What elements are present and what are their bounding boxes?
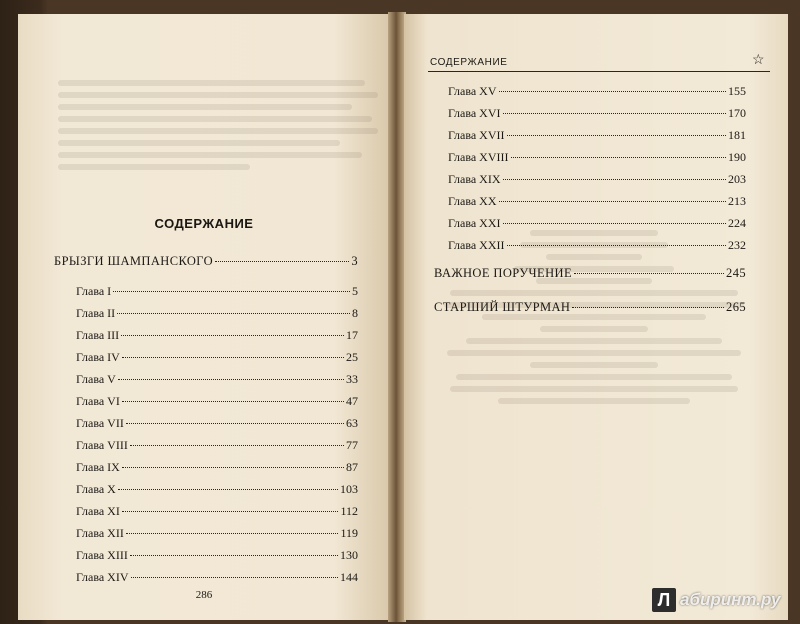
dot-leader <box>511 157 726 158</box>
dot-leader <box>503 179 726 180</box>
entry-label: Глава XIX <box>448 172 501 186</box>
dot-leader <box>503 223 726 224</box>
toc-heading: СОДЕРЖАНИЕ <box>154 216 254 231</box>
dot-leader <box>118 379 344 380</box>
entry-label: Глава XXI <box>448 216 501 230</box>
toc-entry-chapter <box>448 106 746 121</box>
dot-leader <box>122 401 344 402</box>
header-rule <box>428 71 770 72</box>
entry-label: Глава XXII <box>448 238 505 252</box>
entry-page: 224 <box>728 216 746 230</box>
dot-leader <box>574 273 724 274</box>
toc-entry-part <box>434 300 746 315</box>
toc-entry-chapter <box>448 128 746 143</box>
dot-leader <box>113 291 350 292</box>
watermark-text: абиринт.ру <box>680 590 781 609</box>
toc-entry-part <box>54 254 358 269</box>
dot-leader <box>215 261 349 262</box>
labirint-watermark <box>652 588 780 612</box>
entry-label: Глава II <box>76 306 116 320</box>
toc-entry-chapter <box>76 438 358 453</box>
entry-page: 5 <box>352 284 358 298</box>
entry-label: Глава XVI <box>448 106 501 120</box>
dot-leader <box>499 91 726 92</box>
entry-label: Глава IV <box>76 350 120 364</box>
dot-leader <box>503 113 726 114</box>
labirint-logo-icon: Л <box>652 588 676 612</box>
dot-leader <box>126 423 344 424</box>
entry-page: 245 <box>726 266 746 280</box>
entry-page: 63 <box>346 416 358 430</box>
page-number: 286 <box>195 589 213 601</box>
toc-entry-chapter <box>76 526 358 541</box>
dot-leader <box>130 555 338 556</box>
toc-entry-chapter <box>448 84 746 99</box>
dot-leader <box>121 335 344 336</box>
entry-page: 119 <box>340 526 358 540</box>
entry-page: 130 <box>340 548 358 562</box>
entry-page: 112 <box>340 504 358 518</box>
entry-page: 170 <box>728 106 746 120</box>
entry-label: Глава XIV <box>76 570 129 584</box>
entry-label: Глава XI <box>76 504 120 518</box>
entry-label: Глава XVII <box>448 128 505 142</box>
dot-leader <box>130 445 344 446</box>
dot-leader <box>117 313 350 314</box>
entry-page: 103 <box>340 482 358 496</box>
toc-entry-chapter <box>448 150 746 165</box>
entry-label: Глава III <box>76 328 120 342</box>
toc-entry-chapter <box>76 482 358 497</box>
entry-page: 232 <box>728 238 746 252</box>
bleed-through-text <box>58 74 378 214</box>
entry-page: 213 <box>728 194 746 208</box>
entry-page: 8 <box>352 306 358 320</box>
entry-label: Глава I <box>76 284 112 298</box>
entry-label: СТАРШИЙ ШТУРМАН <box>434 300 571 314</box>
dot-leader <box>507 135 726 136</box>
toc-entry-chapter <box>76 416 358 431</box>
entry-page: 33 <box>346 372 358 386</box>
dot-leader <box>507 245 726 246</box>
entry-page: 87 <box>346 460 358 474</box>
toc-entry-part <box>434 266 746 281</box>
dot-leader <box>122 467 344 468</box>
toc-entry-chapter <box>76 328 358 343</box>
entry-page: 155 <box>728 84 746 98</box>
running-head: СОДЕРЖАНИЕ <box>430 57 508 68</box>
entry-label: Глава VI <box>76 394 120 408</box>
entry-page: 144 <box>340 570 358 584</box>
toc-entry-chapter <box>448 238 746 253</box>
dot-leader <box>499 201 726 202</box>
toc-entry-chapter <box>76 284 358 299</box>
toc-entry-chapter <box>76 394 358 409</box>
dot-leader <box>122 357 344 358</box>
entry-label: Глава XII <box>76 526 124 540</box>
entry-page: 190 <box>728 150 746 164</box>
toc-entry-chapter <box>76 306 358 321</box>
entry-label: Глава X <box>76 482 116 496</box>
entry-page: 181 <box>728 128 746 142</box>
toc-entry-chapter <box>448 216 746 231</box>
right-page <box>404 14 788 620</box>
entry-label: Глава V <box>76 372 116 386</box>
dot-leader <box>122 511 339 512</box>
dot-leader <box>118 489 338 490</box>
dot-leader <box>572 307 724 308</box>
entry-page: 203 <box>728 172 746 186</box>
toc-entry-chapter <box>76 504 358 519</box>
toc-entry-chapter <box>448 194 746 209</box>
entry-page: 47 <box>346 394 358 408</box>
entry-label: БРЫЗГИ ШАМПАНСКОГО <box>54 254 214 268</box>
entry-label: Глава VII <box>76 416 124 430</box>
entry-label: Глава XX <box>448 194 497 208</box>
entry-page: 3 <box>351 254 358 268</box>
dot-leader <box>126 533 339 534</box>
toc-entry-chapter <box>448 172 746 187</box>
entry-label: ВАЖНОЕ ПОРУЧЕНИЕ <box>434 266 572 280</box>
entry-label: Глава XVIII <box>448 150 509 164</box>
dot-leader <box>131 577 338 578</box>
entry-page: 17 <box>346 328 358 342</box>
star-outline-icon: ☆ <box>752 53 765 68</box>
toc-entry-chapter <box>76 548 358 563</box>
toc-entry-chapter <box>76 372 358 387</box>
entry-page: 265 <box>726 300 746 314</box>
entry-label: Глава IX <box>76 460 120 474</box>
toc-entry-chapter <box>76 570 358 585</box>
toc-entry-chapter <box>76 460 358 475</box>
entry-label: Глава XV <box>448 84 497 98</box>
entry-label: Глава XIII <box>76 548 128 562</box>
left-page <box>18 14 390 620</box>
entry-page: 77 <box>346 438 358 452</box>
entry-page: 25 <box>346 350 358 364</box>
toc-entry-chapter <box>76 350 358 365</box>
entry-label: Глава VIII <box>76 438 128 452</box>
